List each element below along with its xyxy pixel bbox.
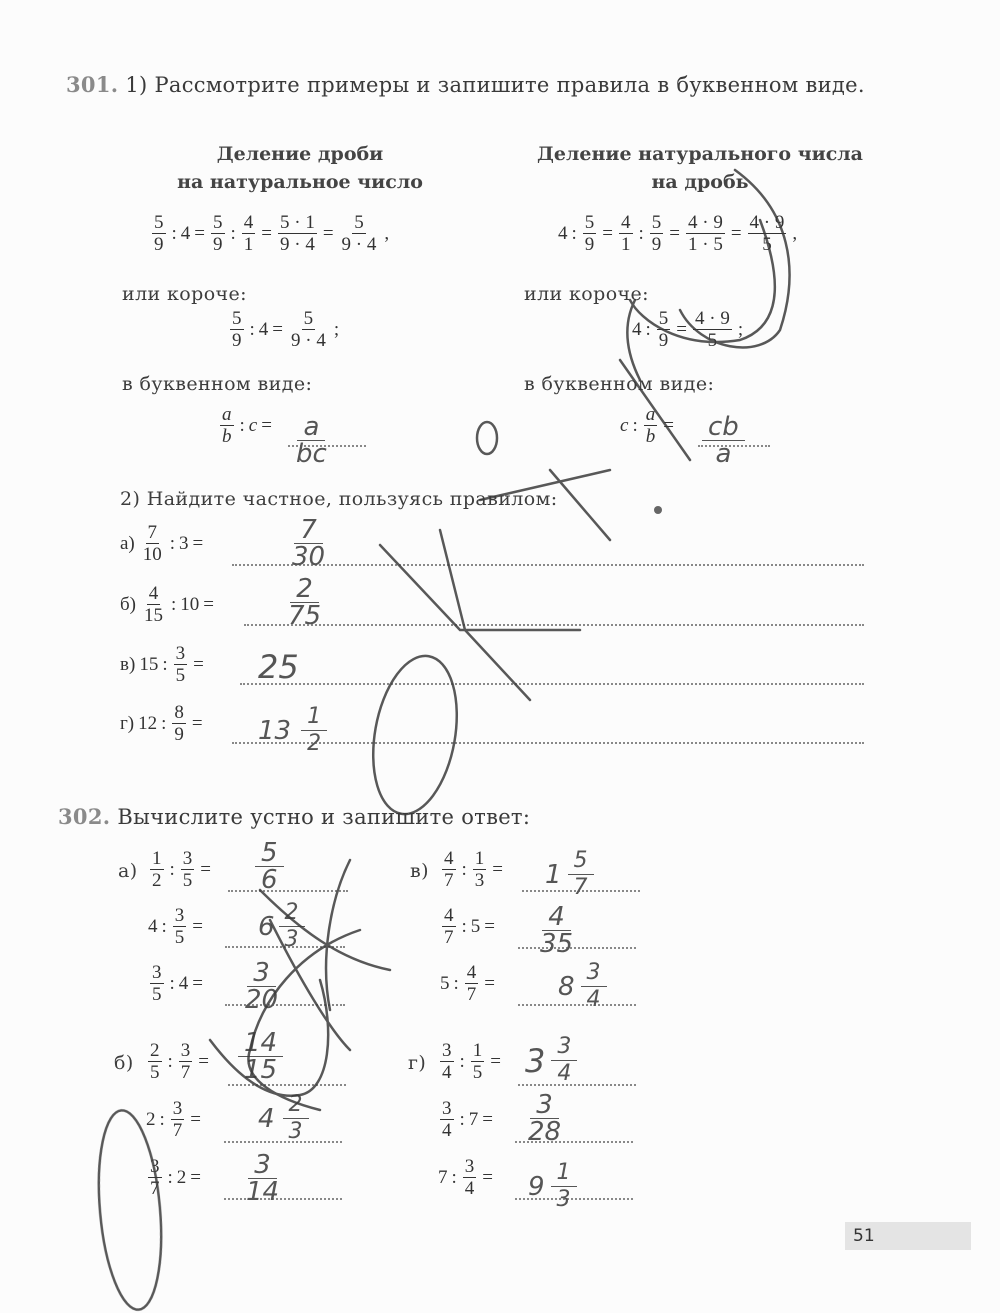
t302-a-row1: $\frac{1}{2}$ : $\frac{3}{5}$ = — [152, 848, 211, 891]
group-label-g: г) — [408, 1052, 427, 1074]
left-letter-label: в буквенном виде: — [122, 373, 313, 395]
part2-answer-line-b[interactable] — [244, 624, 864, 626]
t302-b-row3-line[interactable] — [224, 1198, 342, 1200]
t302-v-row3: 5 : $\frac{4}{7}$ = — [440, 962, 495, 1005]
left-letter-answer: $\frac{a}{bc}$ — [296, 412, 327, 469]
part2-answer-g: 13 1 2 — [258, 704, 327, 757]
t302-g-row2: $\frac{3}{4}$ : 7 = — [442, 1098, 493, 1141]
part2-answer-line-a[interactable] — [232, 564, 864, 566]
t302-b-row2: 2 : $\frac{3}{7}$ = — [146, 1098, 201, 1141]
t302-g-row1: $\frac{3}{4}$ : $\frac{1}{5}$ = — [442, 1040, 501, 1083]
part2-answer-a: $\frac{7}{30}$ — [292, 515, 326, 572]
part2-row-a: а) $\frac{7}{10}$ : 3 = — [120, 522, 204, 565]
part2-row-b: б) $\frac{4}{15}$ : 10 = — [120, 583, 214, 626]
t302-a-row1-answer: $\frac{5}{6}$ — [255, 838, 284, 893]
t302-a-row3-line[interactable] — [225, 1004, 345, 1006]
left-short-example: $\frac{5}{9}$ : 4 = $\frac{5}{9 \cdot 4}$ ; — [232, 308, 340, 351]
right-letter-label: в буквенном виде: — [524, 373, 715, 395]
t302-v-row3-answer: 8 3 4 — [558, 960, 607, 1013]
t302-g-row3-answer: 9 1 3 — [528, 1160, 577, 1213]
right-shorter-label: или короче: — [524, 283, 649, 305]
left-shorter-label: или короче: — [122, 283, 247, 305]
task-number: 301. — [66, 72, 119, 97]
right-heading — [520, 140, 880, 196]
part2-answer-v: 25 — [258, 648, 299, 686]
part2-answer-b: $\frac{2}{75}$ — [288, 574, 322, 631]
right-short-example: 4 : $\frac{5}{9}$ = $\frac{4 \cdot 9}{5}$ ; — [632, 308, 744, 351]
t302-b-row2-answer: 4 2 3 — [258, 1092, 309, 1145]
task-title-text: 1) Рассмотрите примеры и запишите правила в буквенном виде. — [125, 73, 865, 97]
task-302-title — [58, 804, 530, 829]
group-label-a: а) — [118, 860, 138, 882]
right-letter-answer: $\frac{cb}{a}$ — [702, 412, 745, 467]
right-heading-line2: на дробь — [651, 171, 749, 193]
t302-b-row3: $\frac{3}{7}$ : 2 = — [150, 1156, 201, 1199]
t302-v-row1-answer: 1 5 7 — [545, 848, 594, 901]
t302-v-row1: $\frac{4}{7}$ : $\frac{1}{3}$ = — [444, 848, 503, 891]
t302-v-row2-answer: $\frac{4}{35}$ — [540, 902, 574, 959]
group-label-v: в) — [410, 860, 429, 882]
right-letter-formula: c : $\frac{a}{b}$ = — [620, 404, 674, 447]
left-letter-formula: $\frac{a}{b}$ : c = — [222, 404, 272, 447]
t302-g-row3: 7 : $\frac{3}{4}$ = — [438, 1156, 493, 1199]
task-301-title — [66, 72, 865, 97]
t302-b-row1-answer: $\frac{14}{15}$ — [238, 1028, 283, 1083]
t302-a-row1-line[interactable] — [228, 890, 348, 892]
t302-a-row2: 4 : $\frac{3}{5}$ = — [148, 905, 203, 948]
left-heading-line1: Деление дроби — [216, 143, 384, 165]
left-heading-line2: на натуральное число — [177, 171, 423, 193]
part2-answer-line-v[interactable] — [240, 683, 864, 685]
t302-g-row1-answer: 3 3 4 — [525, 1034, 577, 1087]
right-example: 4 : $\frac{5}{9}$ = $\frac{4}{1}$ : $\frac{5}{9}$ = $\frac{4 \cdot 9}{1 \cdot 5}$ = $\frac{4 \cdot 9}{5}$ , — [558, 212, 798, 255]
part2-row-g: г) 12 : $\frac{8}{9}$ = — [120, 702, 203, 745]
part2-row-v: в) 15 : $\frac{3}{5}$ = — [120, 643, 204, 686]
t302-v-row2-line[interactable] — [518, 947, 636, 949]
group-label-b: б) — [114, 1052, 134, 1074]
t302-b-row3-answer: $\frac{3}{14}$ — [246, 1150, 280, 1207]
t302-b-row1: $\frac{2}{5}$ : $\frac{3}{7}$ = — [150, 1040, 209, 1083]
left-heading — [140, 140, 460, 196]
t302-v-row2: $\frac{4}{7}$ : 5 = — [444, 905, 495, 948]
page-number: 51 — [845, 1222, 971, 1250]
t302-g-row2-answer: $\frac{3}{28}$ — [528, 1090, 562, 1147]
t302-a-row2-answer: 6 2 3 — [258, 900, 305, 953]
right-heading-line1: Деление натурального числа — [537, 143, 863, 165]
t302-a-row3: $\frac{3}{5}$ : 4 = — [152, 962, 203, 1005]
task-number: 302. — [58, 804, 111, 829]
task-title-text: Вычислите устно и запишите ответ: — [117, 805, 531, 829]
part2-title: 2) Найдите частное, пользуясь правилом: — [120, 488, 558, 510]
left-example: $\frac{5}{9}$ : 4 = $\frac{5}{9}$ : $\frac{4}{1}$ = $\frac{5 \cdot 1}{9 \cdot 4}$ = $\frac{5}{9 \cdot 4}$ , — [154, 212, 390, 255]
t302-a-row3-answer: $\frac{3}{20}$ — [245, 958, 279, 1015]
